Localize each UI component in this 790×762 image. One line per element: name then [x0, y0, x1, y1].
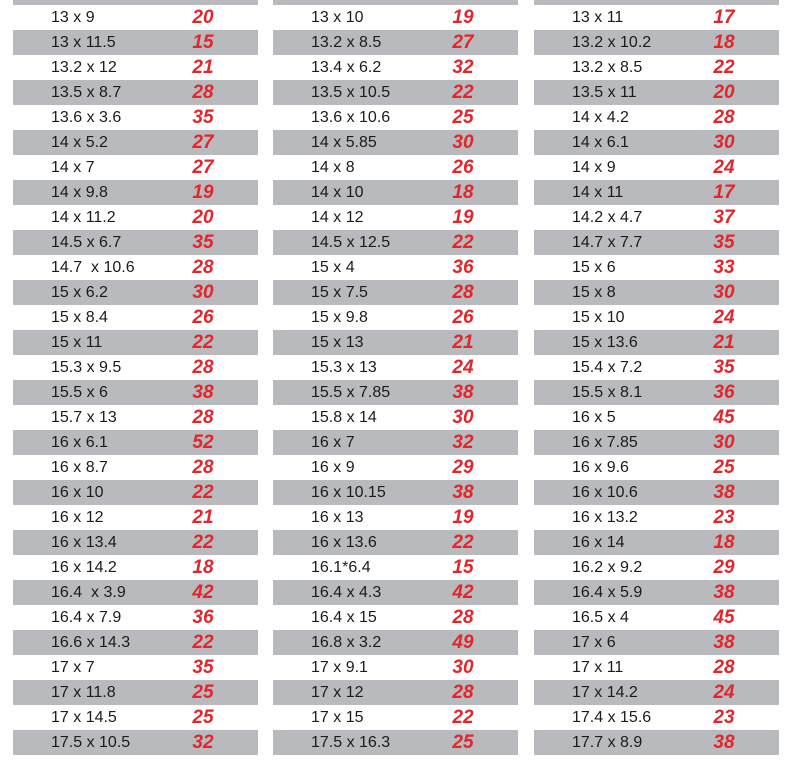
- size-cell: 13.4 x 6.2: [311, 59, 382, 76]
- quantity-cell: 52: [192, 432, 214, 453]
- table-row: [13, 505, 258, 530]
- size-cell: 14 x 4.2: [572, 109, 629, 126]
- table-row: [534, 505, 779, 530]
- table-row: [273, 530, 518, 555]
- table-row: [534, 30, 779, 55]
- table-row: [273, 80, 518, 105]
- table-row: [13, 430, 258, 455]
- quantity-cell: 15: [452, 557, 474, 578]
- size-cell: 14 x 11: [572, 184, 624, 201]
- table-row: [534, 580, 779, 605]
- size-cell: 14 x 11.2: [51, 209, 116, 226]
- quantity-cell: 36: [192, 607, 214, 628]
- table-row: [13, 680, 258, 705]
- table-row: [534, 230, 779, 255]
- quantity-cell: 27: [192, 132, 214, 153]
- quantity-cell: 35: [713, 232, 735, 253]
- table-row: [13, 580, 258, 605]
- table-row: [13, 355, 258, 380]
- size-cell: 15.4 x 7.2: [572, 359, 643, 376]
- quantity-cell: 15: [192, 32, 214, 53]
- size-cell: 16.4 x 5.9: [572, 584, 643, 601]
- table-row: [273, 430, 518, 455]
- size-cell: 13.5 x 10.5: [311, 84, 391, 101]
- table-row: [13, 155, 258, 180]
- table-row: [273, 605, 518, 630]
- quantity-cell: 35: [192, 107, 214, 128]
- quantity-cell: 22: [713, 57, 735, 78]
- table-row: [534, 280, 779, 305]
- table-row: [534, 155, 779, 180]
- quantity-cell: 28: [192, 82, 214, 103]
- table-row: [13, 105, 258, 130]
- size-cell: 17.7 x 8.9: [572, 734, 643, 751]
- quantity-cell: 27: [452, 32, 474, 53]
- size-cell: 15.3 x 13: [311, 359, 377, 376]
- table-row: [13, 480, 258, 505]
- quantity-cell: 30: [452, 657, 474, 678]
- size-cell: 13.2 x 8.5: [572, 59, 643, 76]
- size-cell: 17 x 7: [51, 659, 95, 676]
- quantity-cell: 42: [192, 582, 214, 603]
- quantity-cell: 32: [452, 57, 474, 78]
- table-row: [534, 455, 779, 480]
- quantity-cell: 35: [713, 357, 735, 378]
- quantity-cell: 21: [713, 332, 735, 353]
- table-row: [534, 305, 779, 330]
- size-cell: 14 x 6.1: [572, 134, 629, 151]
- quantity-cell: 22: [192, 482, 214, 503]
- size-cell: 15 x 13: [311, 334, 364, 351]
- size-cell: 16.8 x 3.2: [311, 634, 382, 651]
- size-cell: 16.2 x 9.2: [572, 559, 643, 576]
- table-row: [273, 555, 518, 580]
- size-cell: 16 x 6.1: [51, 434, 108, 451]
- quantity-cell: 20: [713, 82, 735, 103]
- quantity-cell: 18: [713, 32, 735, 53]
- quantity-cell: 32: [192, 732, 214, 753]
- table-row: [273, 355, 518, 380]
- quantity-cell: 25: [192, 707, 214, 728]
- table-row: [273, 705, 518, 730]
- size-cell: 16.6 x 14.3: [51, 634, 131, 651]
- table-row: [273, 455, 518, 480]
- table-row: [273, 5, 518, 30]
- size-cell: 14 x 9.8: [51, 184, 108, 201]
- size-cell: 14 x 8: [311, 159, 355, 176]
- size-cell: 13.6 x 3.6: [51, 109, 122, 126]
- quantity-cell: 22: [452, 707, 474, 728]
- table-row: [534, 5, 779, 30]
- quantity-cell: 35: [192, 657, 214, 678]
- size-cell: 14 x 9: [572, 159, 616, 176]
- table-row: [534, 480, 779, 505]
- table-row: [273, 55, 518, 80]
- table-row: [13, 205, 258, 230]
- size-cell: 16 x 14.2: [51, 559, 117, 576]
- size-cell: 14 x 10: [311, 184, 364, 201]
- table-row: [13, 380, 258, 405]
- size-cell: 15 x 7.5: [311, 284, 368, 301]
- size-cell: 13 x 9: [51, 9, 95, 26]
- table-row: [534, 255, 779, 280]
- size-cell: 15 x 6: [572, 259, 616, 276]
- quantity-cell: 28: [192, 457, 214, 478]
- size-cell: 13.5 x 11: [572, 84, 637, 101]
- table-row: [534, 80, 779, 105]
- size-cell: 16.5 x 4: [572, 609, 629, 626]
- table-row: [13, 180, 258, 205]
- quantity-cell: 28: [192, 357, 214, 378]
- quantity-cell: 38: [713, 632, 735, 653]
- quantity-cell: 22: [192, 532, 214, 553]
- quantity-cell: 17: [713, 182, 735, 203]
- size-cell: 16.4 x 7.9: [51, 609, 122, 626]
- size-cell: 13 x 11: [572, 9, 624, 26]
- table-row: [273, 255, 518, 280]
- quantity-cell: 18: [452, 182, 474, 203]
- table-row: [13, 305, 258, 330]
- quantity-cell: 38: [452, 382, 474, 403]
- quantity-cell: 30: [713, 432, 735, 453]
- quantity-cell: 36: [713, 382, 735, 403]
- table-row: [273, 130, 518, 155]
- table-column: [534, 0, 779, 755]
- quantity-cell: 30: [713, 132, 735, 153]
- quantity-cell: 38: [713, 732, 735, 753]
- table-row: [273, 480, 518, 505]
- size-cell: 13 x 11.5: [51, 34, 116, 51]
- quantity-cell: 28: [452, 607, 474, 628]
- quantity-cell: 22: [192, 332, 214, 353]
- quantity-cell: 27: [192, 157, 214, 178]
- size-cell: 15.5 x 8.1: [572, 384, 643, 401]
- size-cell: 16 x 13.2: [572, 509, 638, 526]
- quantity-cell: 29: [452, 457, 474, 478]
- size-cell: 16 x 13.6: [311, 534, 377, 551]
- size-cell: 17 x 14.2: [572, 684, 638, 701]
- quantity-cell: 23: [713, 707, 735, 728]
- size-cell: 16 x 13.4: [51, 534, 117, 551]
- size-cell: 16 x 9.6: [572, 459, 629, 476]
- size-cell: 15 x 4: [311, 259, 355, 276]
- table-row: [534, 405, 779, 430]
- size-cell: 13.2 x 8.5: [311, 34, 382, 51]
- table-row: [534, 730, 779, 755]
- quantity-cell: 38: [713, 582, 735, 603]
- quantity-cell: 33: [713, 257, 735, 278]
- table-row: [273, 180, 518, 205]
- table-row: [13, 55, 258, 80]
- table-row: [534, 205, 779, 230]
- size-cell: 16 x 14: [572, 534, 625, 551]
- table-row: [273, 505, 518, 530]
- table-row: [13, 230, 258, 255]
- size-cell: 17 x 11: [572, 659, 624, 676]
- table-row: [273, 630, 518, 655]
- size-cell: 17.4 x 15.6: [572, 709, 652, 726]
- quantity-cell: 30: [713, 282, 735, 303]
- size-cell: 14.7 x 7.7: [572, 234, 643, 251]
- size-cell: 13.5 x 8.7: [51, 84, 122, 101]
- table-row: [534, 355, 779, 380]
- quantity-cell: 22: [192, 632, 214, 653]
- table-row: [13, 605, 258, 630]
- size-cell: 15.5 x 7.85: [311, 384, 391, 401]
- quantity-cell: 28: [713, 107, 735, 128]
- table-row: [534, 605, 779, 630]
- table-row: [534, 555, 779, 580]
- table-row: [273, 655, 518, 680]
- table-row: [13, 730, 258, 755]
- table-row: [273, 155, 518, 180]
- quantity-cell: 26: [452, 307, 474, 328]
- size-cell: 15 x 9.8: [311, 309, 368, 326]
- size-cell: 16 x 10: [51, 484, 104, 501]
- table-row: [13, 455, 258, 480]
- quantity-cell: 22: [452, 82, 474, 103]
- table-row: [534, 330, 779, 355]
- size-cell: 16 x 5: [572, 409, 616, 426]
- table-row: [534, 530, 779, 555]
- table-row: [534, 680, 779, 705]
- size-cell: 16.4 x 3.9: [51, 584, 126, 601]
- size-cell: 17 x 11.8: [51, 684, 116, 701]
- quantity-cell: 30: [452, 407, 474, 428]
- size-cell: 17 x 9.1: [311, 659, 368, 676]
- quantity-cell: 23: [713, 507, 735, 528]
- table-column: [273, 0, 518, 755]
- table-row: [13, 630, 258, 655]
- quantity-cell: 21: [452, 332, 474, 353]
- quantity-cell: 30: [452, 132, 474, 153]
- table-row: [13, 30, 258, 55]
- table-row: [534, 180, 779, 205]
- quantity-cell: 19: [452, 207, 474, 228]
- quantity-cell: 24: [452, 357, 474, 378]
- table-row: [534, 655, 779, 680]
- quantity-cell: 25: [452, 107, 474, 128]
- size-cell: 16.4 x 4.3: [311, 584, 382, 601]
- quantity-cell: 22: [452, 232, 474, 253]
- quantity-cell: 21: [192, 507, 214, 528]
- quantity-cell: 45: [713, 607, 735, 628]
- table-row: [534, 380, 779, 405]
- size-cell: 14 x 5.85: [311, 134, 377, 151]
- size-cell: 15.5 x 6: [51, 384, 108, 401]
- quantity-cell: 20: [192, 7, 214, 28]
- table-row: [273, 680, 518, 705]
- size-cell: 14 x 12: [311, 209, 364, 226]
- size-cell: 15.8 x 14: [311, 409, 377, 426]
- quantity-cell: 35: [192, 232, 214, 253]
- size-cell: 14 x 5.2: [51, 134, 108, 151]
- size-cell: 16 x 7: [311, 434, 355, 451]
- size-cell: 17 x 6: [572, 634, 616, 651]
- size-cell: 16 x 8.7: [51, 459, 108, 476]
- table-row: [13, 255, 258, 280]
- size-cell: 17 x 14.5: [51, 709, 117, 726]
- table-row: [534, 430, 779, 455]
- table-row: [13, 530, 258, 555]
- quantity-cell: 36: [452, 257, 474, 278]
- table-row: [534, 55, 779, 80]
- table-row: [13, 330, 258, 355]
- quantity-cell: 28: [452, 682, 474, 703]
- size-cell: 15 x 11: [51, 334, 103, 351]
- size-cell: 16 x 9: [311, 459, 355, 476]
- size-cell: 15 x 13.6: [572, 334, 638, 351]
- quantity-cell: 38: [452, 482, 474, 503]
- size-cell: 16 x 13: [311, 509, 364, 526]
- quantity-cell: 19: [452, 507, 474, 528]
- quantity-cell: 18: [192, 557, 214, 578]
- quantity-cell: 26: [192, 307, 214, 328]
- size-cell: 14 x 7: [51, 159, 95, 176]
- quantity-cell: 49: [452, 632, 474, 653]
- quantity-cell: 30: [192, 282, 214, 303]
- table-row: [273, 280, 518, 305]
- quantity-cell: 28: [192, 257, 214, 278]
- table-row: [273, 330, 518, 355]
- table-row: [13, 280, 258, 305]
- table-row: [13, 705, 258, 730]
- size-cell: 15.3 x 9.5: [51, 359, 122, 376]
- size-cell: 14.5 x 12.5: [311, 234, 391, 251]
- quantity-cell: 20: [192, 207, 214, 228]
- quantity-cell: 25: [192, 682, 214, 703]
- size-cell: 14.7 x 10.6: [51, 259, 135, 276]
- size-cell: 17.5 x 10.5: [51, 734, 131, 751]
- size-cell: 16 x 7.85: [572, 434, 638, 451]
- size-cell: 16 x 12: [51, 509, 104, 526]
- quantity-cell: 29: [713, 557, 735, 578]
- quantity-cell: 25: [452, 732, 474, 753]
- quantity-cell: 42: [452, 582, 474, 603]
- size-cell: 13.2 x 12: [51, 59, 117, 76]
- size-cell: 15 x 6.2: [51, 284, 108, 301]
- size-cell: 13.6 x 10.6: [311, 109, 391, 126]
- size-cell: 13 x 10: [311, 9, 364, 26]
- quantity-cell: 38: [713, 482, 735, 503]
- quantity-cell: 22: [452, 532, 474, 553]
- table-row: [13, 555, 258, 580]
- quantity-cell: 19: [192, 182, 214, 203]
- size-cell: 17.5 x 16.3: [311, 734, 391, 751]
- quantity-cell: 28: [713, 657, 735, 678]
- quantity-cell: 24: [713, 307, 735, 328]
- quantity-cell: 26: [452, 157, 474, 178]
- quantity-cell: 28: [192, 407, 214, 428]
- table-row: [534, 105, 779, 130]
- table-row: [273, 730, 518, 755]
- quantity-cell: 25: [713, 457, 735, 478]
- table-column: [13, 0, 258, 755]
- quantity-cell: 38: [192, 382, 214, 403]
- quantity-cell: 37: [713, 207, 735, 228]
- table-row: [13, 5, 258, 30]
- table-row: [534, 130, 779, 155]
- size-cell: 16 x 10.6: [572, 484, 638, 501]
- size-cell: 16.4 x 15: [311, 609, 377, 626]
- size-cell: 14.5 x 6.7: [51, 234, 122, 251]
- size-cell: 17 x 15: [311, 709, 364, 726]
- table-row: [273, 30, 518, 55]
- table-row: [13, 130, 258, 155]
- size-cell: 16.1*6.4: [311, 559, 371, 576]
- table-row: [273, 230, 518, 255]
- table-row: [273, 105, 518, 130]
- quantity-cell: 24: [713, 157, 735, 178]
- size-cell: 15 x 8.4: [51, 309, 108, 326]
- quantity-cell: 19: [452, 7, 474, 28]
- table-row: [273, 305, 518, 330]
- table-row: [13, 655, 258, 680]
- quantity-cell: 32: [452, 432, 474, 453]
- size-cell: 17 x 12: [311, 684, 364, 701]
- size-cell: 13.2 x 10.2: [572, 34, 652, 51]
- table-row: [273, 380, 518, 405]
- table-row: [13, 405, 258, 430]
- quantity-cell: 24: [713, 682, 735, 703]
- size-cell: 15 x 8: [572, 284, 616, 301]
- size-cell: 14.2 x 4.7: [572, 209, 643, 226]
- quantity-cell: 28: [452, 282, 474, 303]
- table-row: [534, 630, 779, 655]
- quantity-cell: 18: [713, 532, 735, 553]
- quantity-cell: 21: [192, 57, 214, 78]
- table-row: [13, 80, 258, 105]
- table-row: [273, 205, 518, 230]
- table-row: [273, 405, 518, 430]
- table-row: [534, 705, 779, 730]
- size-cell: 16 x 10.15: [311, 484, 386, 501]
- size-cell: 15 x 10: [572, 309, 625, 326]
- size-cell: 15.7 x 13: [51, 409, 117, 426]
- quantity-cell: 17: [713, 7, 735, 28]
- table-row: [273, 580, 518, 605]
- quantity-cell: 45: [713, 407, 735, 428]
